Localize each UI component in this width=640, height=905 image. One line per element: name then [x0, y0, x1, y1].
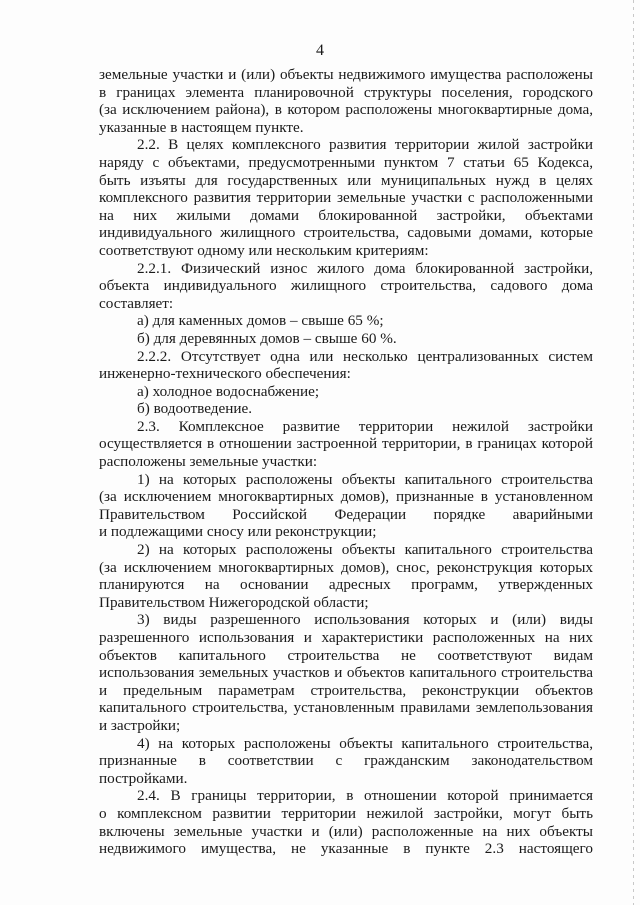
- document-body-text: [99, 66, 593, 858]
- text-line: 2.2. В целях комплексного развития территории жилой застройки: [137, 136, 593, 154]
- text-line: а) для каменных домов – свыше 65 %;: [137, 312, 384, 330]
- text-line: а) холодное водоснабжение;: [137, 382, 320, 400]
- text-line: признанные в соответствии с гражданским законодательством: [99, 752, 593, 770]
- text-line: и подлежащими сносу или реконструкции;: [99, 523, 377, 541]
- text-line: составляет:: [99, 294, 174, 312]
- text-line: и застройки;: [99, 716, 181, 734]
- text-line: 1) на которых расположены объекты капитального строительства: [137, 470, 593, 488]
- text-line: объектов капитального строительства не соответствуют видам: [99, 646, 593, 664]
- text-line: на них жилыми домами блокированной застройки, объектами: [99, 206, 593, 224]
- text-line: 2.4. В границы территории, в отношении которой принимается: [137, 787, 593, 805]
- text-line: (за исключением района), в котором расположены многоквартирные дома,: [99, 101, 593, 119]
- text-line: в границах элемента планировочной структуры поселения, городского: [99, 83, 593, 101]
- text-line: земельные участки и (или) объекты недвижимого имущества расположены: [99, 66, 593, 83]
- text-line: (за исключением многоквартирных домов), снос, реконструкция которых: [99, 558, 593, 576]
- text-line: разрешенного использования и характеристики расположенных на них: [99, 629, 593, 646]
- scan-edge-artifact: [633, 0, 634, 905]
- text-line: 2.3. Комплексное развитие территории нежилой застройки: [137, 417, 593, 435]
- text-line: использования земельных участков и объектов капитального строительства: [99, 664, 593, 682]
- text-line: Правительством Нижегородской области;: [99, 593, 369, 611]
- text-line: соответствуют одному или нескольким критериям:: [99, 241, 429, 259]
- text-line: 4) на которых расположены объекты капитального строительства,: [137, 734, 593, 752]
- text-line: индивидуального жилищного строительства, садовыми домами, которые: [99, 224, 593, 242]
- text-line: осуществляется в отношении застроенной территории, в границах которой: [99, 435, 593, 453]
- text-line: планируются на основании адресных программ, утвержденных: [99, 576, 593, 594]
- text-line: 2) на которых расположены объекты капитального строительства: [137, 541, 593, 559]
- text-line: 2.2.1. Физический износ жилого дома блокированной застройки,: [137, 259, 593, 277]
- text-line: и предельным параметрам строительства, реконструкции объектов: [99, 681, 593, 699]
- text-line: объекта индивидуального жилищного строительства, садового дома: [99, 277, 593, 295]
- text-line: капитального строительства, установленным правилами землепользования: [99, 699, 593, 717]
- text-line: наряду с объектами, предусмотренными пунктом 7 статьи 65 Кодекса,: [99, 153, 593, 171]
- page-number: 4: [316, 42, 324, 59]
- text-line: б) водоотведение.: [137, 400, 253, 418]
- text-line: быть изъяты для государственных или муниципальных нужд в целях: [99, 171, 593, 189]
- text-line: включены земельные участки и (или) расположенные на них объекты: [99, 822, 593, 840]
- text-line: недвижимого имущества, не указанные в пункте 2.3 настоящего: [99, 840, 593, 858]
- text-line: комплексного развития территории земельные участки с расположенными: [99, 189, 593, 207]
- text-line: Правительством Российской Федерации порядке аварийными: [99, 505, 593, 523]
- text-line: 3) виды разрешенного использования которых и (или) виды: [137, 611, 593, 629]
- text-line: 2.2.2. Отсутствует одна или несколько централизованных систем: [137, 347, 593, 365]
- text-line: указанные в настоящем пункте.: [99, 118, 304, 136]
- text-line: постройками.: [99, 769, 188, 787]
- text-line: (за исключением многоквартирных домов), признанные в установленном: [99, 488, 593, 506]
- text-line: расположены земельные участки:: [99, 453, 318, 471]
- text-line: о комплексном развитии территории нежилой застройки, могут быть: [99, 804, 593, 822]
- text-line: б) для деревянных домов – свыше 60 %.: [137, 329, 397, 347]
- text-line: инженерно-технического обеспечения:: [99, 365, 351, 383]
